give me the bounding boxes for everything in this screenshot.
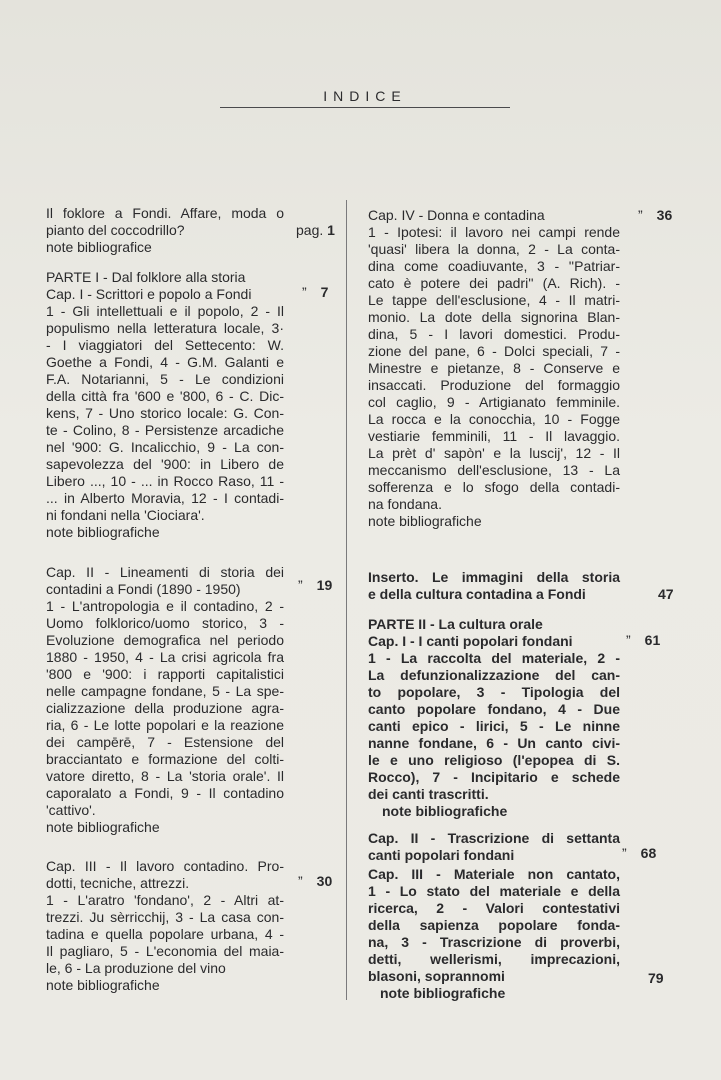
entry-notes: note bibliografiche [46, 977, 160, 993]
entry-line: nelle campagne fondane, 5 - La spe- [46, 683, 284, 699]
entry-line: pianto del coccodrillo? [46, 222, 185, 238]
entry-line: sapevolezza del '900: in Libero de [46, 456, 284, 472]
ditto-mark: ” [626, 632, 631, 648]
entry-line: Libero ..., 10 - ... in Rocco Raso, 11 - [46, 473, 284, 489]
entry-line: Inserto. Le immagini della storia [368, 569, 620, 585]
entry-line: La defunzionalizzazione del can- [368, 667, 620, 683]
entry-cap2[interactable] [46, 564, 284, 836]
entry-line: contadini a Fondi (1890 - 1950) [46, 581, 241, 597]
page-number-cap2 [298, 577, 332, 593]
index-title: INDICE [323, 88, 407, 104]
entry-line: to popolare, 3 - Tipologia del [368, 684, 620, 700]
entry-line: populismo nella letteratura locale, 3· [46, 320, 284, 336]
entry-line: Le tappe dell'esclusione, 4 - Il matri- [368, 292, 620, 308]
entry-line: nanne fondane, 6 - Un canto civi- [368, 735, 620, 751]
entry-line: ria, 6 - Le lotte popolari e la reazione [46, 717, 284, 733]
entry-line: 'cattivo'. [46, 802, 96, 818]
entry-line: meccanismo dell'esclusione, 13 - La [368, 462, 620, 478]
entry-line: canto popolare fondano, 4 - Due [368, 701, 620, 717]
column-divider [346, 200, 347, 1000]
page-number-parte2 [626, 632, 660, 648]
entry-line: dina, 5 - I lavori domestici. Produ- [368, 326, 620, 342]
entry-notes: note bibliografice [46, 239, 152, 255]
entry-line: Uomo folklorico/uomo storico, 3 - [46, 615, 284, 631]
entry-line: blasoni, soprannomi [368, 968, 505, 984]
entry-line: cializzazione della produzione agra- [46, 700, 284, 716]
entry-line: insaccati. Produzione del formaggio [368, 377, 620, 393]
page-number-cap4 [638, 207, 672, 223]
entry-parte1[interactable] [46, 269, 284, 541]
ditto-mark: ” [298, 873, 303, 889]
entry-line: 1 - Lo stato del materiale e della [368, 883, 620, 899]
entry-line: Cap. III - Il lavoro contadino. Pro- [46, 858, 284, 874]
entry-line: Cap. I - Scrittori e popolo a Fondi [46, 286, 252, 302]
page-number: 36 [656, 207, 673, 223]
entry-line: tadina e quella popolare urbana, 4 - [46, 926, 284, 942]
page-prefix: pag. [296, 222, 324, 238]
entry-intro[interactable] [46, 205, 284, 256]
entry-line: 1 - La raccolta del materiale, 2 - [368, 650, 620, 666]
entry-line: ni fondani nella 'Ciociara'. [46, 507, 205, 523]
ditto-mark: ” [302, 284, 307, 300]
entry-line: Rocco), 7 - Incipitario e schede [368, 769, 620, 785]
page-number: 79 [648, 970, 664, 986]
entry-notes: note bibliografiche [368, 513, 482, 529]
entry-line: Cap. II - Trascrizione di settanta [368, 830, 620, 846]
entry-line: zione del pane, 6 - Dolci speciali, 7 - [368, 343, 620, 359]
page-number: 1 [327, 222, 335, 238]
page-number-cap2b [622, 845, 656, 861]
entry-line: F.A. Notarianni, 5 - Le condizioni [46, 371, 284, 387]
entry-line: vatore diretto, 8 - La 'storia orale'. Il [46, 768, 284, 784]
entry-line: monio. La dote della signorina Blan- [368, 309, 620, 325]
ditto-mark: ” [638, 207, 643, 223]
page-number-cap3b [648, 970, 664, 986]
entry-line: caporalato a Fondi, 9 - Il contadino [46, 785, 284, 801]
entry-line: dina come coadiuvante, 3 - ''Patriar- [368, 258, 620, 274]
entry-line: Cap. III - Materiale non cantato, [368, 866, 620, 882]
page-number: 7 [320, 284, 329, 300]
entry-line: - I viaggiatori del Settecento: W. [46, 337, 284, 353]
entry-line: Cap. IV - Donna e contadina [368, 207, 545, 223]
entry-line: vestiarie femminili, 11 - Il lavaggio. [368, 428, 620, 444]
entry-line: canti epico - lirici, 5 - Le ninne [368, 718, 620, 734]
entry-notes: note bibliografiche [46, 819, 160, 835]
entry-line: te - Colino, 8 - Persistenze arcadiche [46, 422, 284, 438]
entry-cap3b[interactable] [368, 866, 620, 1002]
entry-notes: note bibliografiche [382, 803, 508, 819]
title-underline [220, 107, 510, 108]
page-number: 19 [316, 577, 333, 593]
entry-line: 'quasi' libera la donna, 2 - La conta- [368, 241, 620, 257]
entry-line: trezzi. Ju sèrricchij, 3 - La casa con- [46, 909, 284, 925]
page-number-cap3 [298, 873, 332, 889]
entry-cap2b[interactable] [368, 830, 620, 864]
entry-line: Il foklore a Fondi. Affare, moda o [46, 205, 284, 221]
entry-line: La prèt d' sapòn' e la luscij', 12 - Il [368, 445, 620, 461]
entry-line: na, 3 - Trascrizione di proverbi, [368, 934, 620, 950]
page-number: 47 [658, 586, 674, 602]
entry-notes: note bibliografiche [46, 524, 160, 540]
entry-line: Minestre e pietanze, 8 - Conserve e [368, 360, 620, 376]
entry-line: cato è potere dei padri'' (A. Rich). - [368, 275, 620, 291]
entry-line: Evoluzione demografica nel periodo [46, 632, 284, 648]
entry-line: 1880 - 1950, 4 - La crisi agricola fra [46, 649, 284, 665]
page-number-parte1 [302, 284, 328, 300]
ditto-mark: ” [622, 845, 627, 861]
entry-line: dotti, tecniche, attrezzi. [46, 875, 190, 891]
entry-line: detti, wellerismi, imprecazioni, [368, 951, 620, 967]
entry-line: ... in Alberto Moravia, 12 - I contadi- [46, 490, 284, 506]
entry-line: na fondana. [368, 496, 442, 512]
entry-line: '800 e '900: i rapporti capitalistici [46, 666, 284, 682]
entry-line: e della cultura contadina a Fondi [368, 586, 586, 602]
entry-line: sofferenza e lo sfogo della contadi- [368, 479, 620, 495]
entry-line: kens, 7 - Uno storico locale: G. Con- [46, 405, 284, 421]
entry-line: le e uno religioso (l'epopea di S. [368, 752, 620, 768]
entry-line: ricerca, 2 - Valori contestativi [368, 900, 620, 916]
page-number-intro [296, 222, 335, 238]
entry-line: La rocca e la conocchia, 10 - Fogge [368, 411, 620, 427]
entry-line: Cap. I - I canti popolari fondani [368, 633, 573, 649]
entry-parte2[interactable] [368, 616, 620, 820]
entry-line: 1 - Gli intellettuali e il popolo, 2 - Il [46, 303, 284, 319]
entry-line: 1 - Ipotesi: il lavoro nei campi rende [368, 224, 620, 240]
entry-line: col caglio, 9 - Artigianato femminile. [368, 394, 620, 410]
entry-line: Cap. II - Lineamenti di storia dei [46, 564, 284, 580]
page-number: 68 [640, 845, 657, 861]
entry-line: bracciantato e formazione del colti- [46, 751, 284, 767]
entry-line: nel '900: G. Incalicchio, 9 - La con- [46, 439, 284, 455]
page-number-inserto [658, 586, 674, 602]
entry-line: le, 6 - La produzione del vino [46, 960, 226, 976]
entry-line: 1 - L'aratro 'fondano', 2 - Altri at- [46, 892, 284, 908]
entry-line: canti popolari fondani [368, 847, 515, 863]
entry-line: della città fra '600 e '800, 6 - C. Dic- [46, 388, 284, 404]
entry-line: PARTE I - Dal folklore alla storia [46, 269, 246, 285]
entry-line: della sapienza popolare fonda- [368, 917, 620, 933]
entry-notes: note bibliografiche [380, 985, 506, 1001]
entry-line: dei canti trascritti. [368, 786, 489, 802]
entry-line: dei campērē, 7 - Estensione del [46, 734, 284, 750]
entry-cap4[interactable] [368, 207, 620, 530]
entry-line: Goethe a Fondi, 4 - G.M. Galanti e [46, 354, 284, 370]
entry-cap3[interactable] [46, 858, 284, 994]
entry-inserto[interactable] [368, 569, 620, 603]
entry-line: Il pagliaro, 5 - L'economia del maia- [46, 943, 284, 959]
entry-line: PARTE II - La cultura orale [368, 616, 543, 632]
entry-line: 1 - L'antropologia e il contadino, 2 - [46, 598, 284, 614]
page-number: 30 [316, 873, 333, 889]
page-number: 61 [644, 632, 661, 648]
ditto-mark: ” [298, 577, 303, 593]
